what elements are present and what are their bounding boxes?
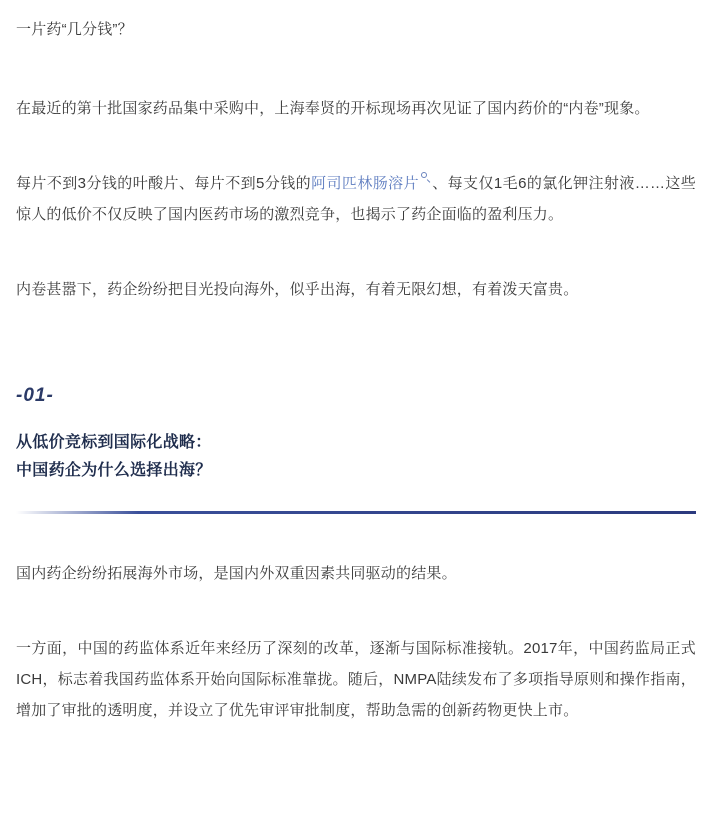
drug-link-aspirin-enteric-tablets[interactable]: 阿司匹林肠溶片 [311,175,419,192]
section-number: -01- [16,385,54,406]
spacer [16,230,696,274]
spacer [16,589,696,633]
spacer [16,514,696,558]
spacer [16,45,696,93]
paragraph-procurement-context: 在最近的第十批国家药品集中采购中，上海奉贤的开标现场再次见证了国内药价的“内卷”现象。 [16,100,650,117]
section-heading [16,429,696,485]
paragraph-going-abroad: 内卷甚嚣下，药企纷纷把目光投向海外，似乎出海，有着无限幻想，有着泼天富贵。 [16,281,579,298]
spacer [16,305,696,385]
paragraph-intro-question: 一片药“几分钱”？ [16,21,133,38]
spacer [16,124,696,168]
paragraph-low-prices-text-end: 、每支仅1毛6的氯化钾注射液……这些惊人的低价不仅反映了国内医药市场的激烈竞争，也揭示了药企面临的盈利压力。 [16,175,696,223]
section-heading-line-1: 从低价竞标到国际化战略： [16,434,212,451]
section-heading-line-2: 中国药企为什么选择出海？ [16,462,212,479]
section-block [16,385,696,514]
paragraph-regulatory-reform: 一方面，中国的药监体系近年来经历了深刻的改革，逐渐与国际标准接轨。2017年，中国药监局正式ICH，标志着我国药监体系开始向国际标准靠拢。随后，NMPA陆续发布了多项指导原则和操作指南，增加了审批的透明度，并设立了优先审评审批制度，帮助急需的创新药物更快上市。 [16,640,696,719]
paragraph-low-prices-text-start: 每片不到3分钱的叶酸片、每片不到5分钱的 [16,175,312,192]
paragraph-low-prices [16,168,696,230]
search-icon[interactable] [420,168,432,182]
paragraph-dual-drivers: 国内药企纷纷拓展海外市场，是国内外双重因素共同驱动的结果。 [16,565,457,582]
